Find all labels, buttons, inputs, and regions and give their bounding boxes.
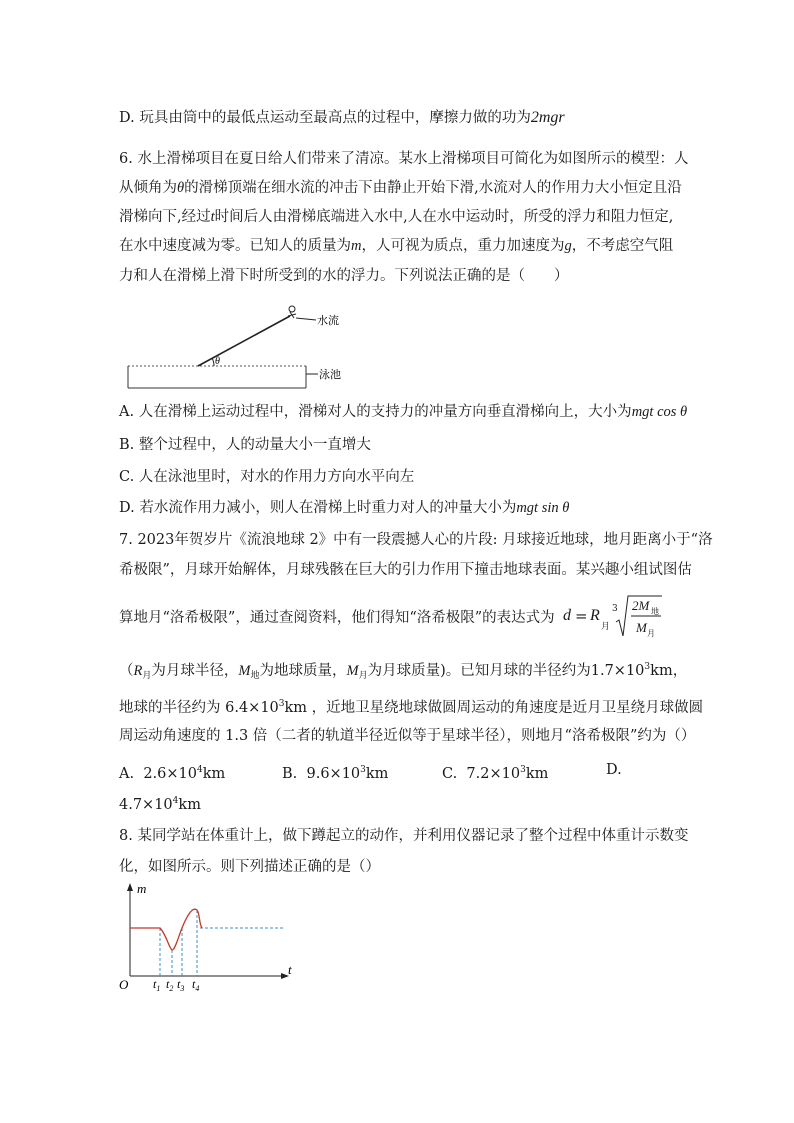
q6-option-a-formula: mgt cos θ <box>631 404 688 420</box>
origin-label: O <box>119 977 129 992</box>
q7-option-b-value: 9.6×10 <box>306 766 361 782</box>
q7-option-d-label: D. <box>606 762 622 778</box>
q7-stem-5b: km ，近地卫星绕地球做圆周运动的角速度是近月卫星绕月球做圆 <box>284 700 704 716</box>
q6-option-d <box>119 498 569 518</box>
tick-t4: $t_4$ <box>192 977 200 993</box>
q7-moon-radius: 1.7×10 <box>590 663 645 679</box>
q7-stem-4d: 为月球质量)。已知月球的半径约为 <box>367 663 591 679</box>
q6-line-4 <box>119 236 673 256</box>
q7-Me-sub: 地 <box>250 671 260 681</box>
q6-stem-4c: ，不考虑空气阻 <box>571 238 674 254</box>
q7-option-c-unit: km <box>525 766 549 782</box>
q6-option-a-text: A. 人在滑梯上运动过程中，滑梯对人的支持力的冲量方向垂直滑梯向上，大小为 <box>119 404 632 420</box>
q7-option-d-label-line <box>606 760 622 780</box>
q7-stem-5a: 地球的半径约为 6.4×10 <box>119 700 279 716</box>
figure-theta-label: θ <box>215 356 220 367</box>
q7-stem-4b: 为月球半径， <box>151 663 239 679</box>
q7-Mm: M <box>346 663 359 679</box>
q8-line-1 <box>119 826 688 846</box>
q7-line-3 <box>119 608 555 628</box>
q7-stem-3: 算地月“洛希极限”，通过查阅资料，他们得知“洛希极限”的表达式为 <box>119 610 555 626</box>
q6-option-a <box>119 402 687 422</box>
q7-R: R <box>133 663 143 679</box>
q7-line-1 <box>119 530 713 550</box>
q6-option-d-formula: mgt sin θ <box>516 500 570 516</box>
water-flow-leader <box>296 318 316 320</box>
formula-numerator-sub: 地 <box>651 607 659 616</box>
roche-formula <box>563 592 663 642</box>
q7-option-d-value-line <box>119 791 201 815</box>
q6-line-3 <box>119 207 673 227</box>
person-icon <box>289 306 295 312</box>
reading-curve <box>130 909 202 950</box>
q7-option-a <box>119 760 225 784</box>
q6-t: t <box>210 209 215 225</box>
formula-R: R <box>590 607 600 624</box>
q7-option-c-exp: 3 <box>520 765 526 775</box>
q7-option-b-label: B. <box>282 766 298 782</box>
pool-label: 泳池 <box>319 369 341 381</box>
q6-line-2 <box>119 178 682 198</box>
q5-option-d-formula: 2mgr <box>530 109 565 126</box>
q5-option-d <box>119 108 565 128</box>
q7-option-b-exp: 3 <box>360 765 366 775</box>
q7-option-c-value: 7.2×10 <box>466 766 521 782</box>
x-axis-label: t <box>288 962 292 977</box>
q6-g: g <box>564 238 572 254</box>
q7-moon-radius-exp: 3 <box>644 662 651 672</box>
q6-stem-5: 力和人在滑梯上滑下时所受到的水的浮力。下列说法正确的是（ ） <box>119 268 569 284</box>
q6-line-1 <box>119 149 688 169</box>
formula-R-sub: 月 <box>601 622 611 632</box>
q7-stem-2: 希极限”，月球开始解体，月球残骸在巨大的引力作用下撞击地球表面。某兴趣小组试图估 <box>119 562 692 578</box>
q7-stem-6: 周运动角速度的 1.3 倍（二者的轨道半径近似等于星球半径），则地月“洛希极限”约为（） <box>119 728 696 744</box>
q6-m: m <box>351 238 362 254</box>
q7-stem-1: 7. 2023年贺岁片《流浪地球 2》中有一段震撼人心的片段: 月球接近地球，地月距离小于“洛 <box>119 532 713 548</box>
q6-stem-3a: 滑梯向下,经过 <box>119 209 211 225</box>
formula-equals: = <box>575 607 588 625</box>
q8-line-2 <box>119 857 380 877</box>
q7-option-b <box>282 760 388 784</box>
q6-stem-4a: 在水中速度减为零。已知人的质量为 <box>119 238 351 254</box>
tick-t1: $t_1$ <box>153 977 161 993</box>
formula-denominator-sub: 月 <box>647 629 655 638</box>
q6-stem-3b: 时间后人由滑梯底端进入水中,人在水中运动时，所受的浮力和阻力恒定, <box>214 209 674 225</box>
pool-outline <box>128 366 306 388</box>
q7-option-c <box>442 760 548 784</box>
q7-moon-radius-unit: km <box>650 663 673 679</box>
formula-root-index: 3 <box>612 604 618 614</box>
q6-stem-2a: 从倾角为 <box>119 180 177 196</box>
q7-line-5 <box>119 694 703 718</box>
q7-stem-4c: 为地球质量， <box>259 663 347 679</box>
q7-stem-4a: （ <box>119 663 134 679</box>
q6-slide-figure <box>118 298 358 394</box>
tick-t2: $t_2$ <box>166 977 174 993</box>
q6-option-c-text: C. 人在泳池里时，对水的作用力方向水平向左 <box>119 469 415 485</box>
q6-stem-1: 6. 水上滑梯项目在夏日给人们带来了清凉。某水上滑梯项目可简化为如图所示的模型：人 <box>119 151 689 167</box>
q6-stem-2b: 的滑梯顶端在细水流的冲击下由静止开始下滑,水流对人的作用力大小恒定且沿 <box>184 180 682 196</box>
q7-option-d-unit: km <box>178 797 201 813</box>
q6-option-b <box>119 435 371 455</box>
q6-option-d-text: D. 若水流作用力减小，则人在滑梯上时重力对人的冲量大小为 <box>119 500 517 516</box>
q8-scale-graph <box>116 880 306 998</box>
tick-t3: $t_3$ <box>177 977 185 993</box>
q7-line-4 <box>119 657 687 686</box>
q7-Me: M <box>238 663 251 679</box>
q7-earth-radius-exp: 3 <box>278 699 285 709</box>
q7-option-b-unit: km <box>365 766 389 782</box>
formula-denominator: M <box>636 620 647 635</box>
q7-stem-4-end: ， <box>672 663 688 679</box>
q7-option-a-value: 2.6×10 <box>143 766 197 782</box>
water-flow-label: 水流 <box>317 315 339 327</box>
q6-option-b-text: B. 整个过程中，人的动量大小一直增大 <box>119 437 371 453</box>
q7-Mm-sub: 月 <box>358 671 368 681</box>
q6-option-c <box>119 467 414 487</box>
q6-stem-4b: ，人可视为质点，重力加速度为 <box>361 238 565 254</box>
q6-line-5 <box>119 266 569 286</box>
y-axis-arrow <box>127 883 133 891</box>
q8-stem-2: 化，如图所示。则下列描述正确的是（） <box>119 859 380 875</box>
q8-stem-1: 8. 某同学站在体重计上，做下蹲起立的动作，并利用仪器记录了整个过程中体重计示数变 <box>119 828 689 844</box>
q7-option-d-exp: 4 <box>172 796 179 806</box>
formula-numerator: 2M <box>632 598 650 613</box>
q7-option-a-exp: 4 <box>196 765 203 775</box>
angle-arc <box>212 358 214 366</box>
q7-line-6 <box>119 726 695 746</box>
q7-option-a-unit: km <box>202 766 226 782</box>
q7-option-a-label: A. <box>119 766 135 782</box>
q7-option-d-value: 4.7×10 <box>119 797 173 813</box>
y-axis-label: m <box>137 881 147 896</box>
q6-theta: θ <box>177 180 185 196</box>
formula-d: d <box>563 607 571 624</box>
q5-option-d-text: D. 玩具由筒中的最低点运动至最高点的过程中，摩擦力做的功为 <box>119 110 531 126</box>
q7-option-c-label: C. <box>442 766 458 782</box>
q7-R-sub: 月 <box>142 671 152 681</box>
q7-line-2 <box>119 560 692 580</box>
